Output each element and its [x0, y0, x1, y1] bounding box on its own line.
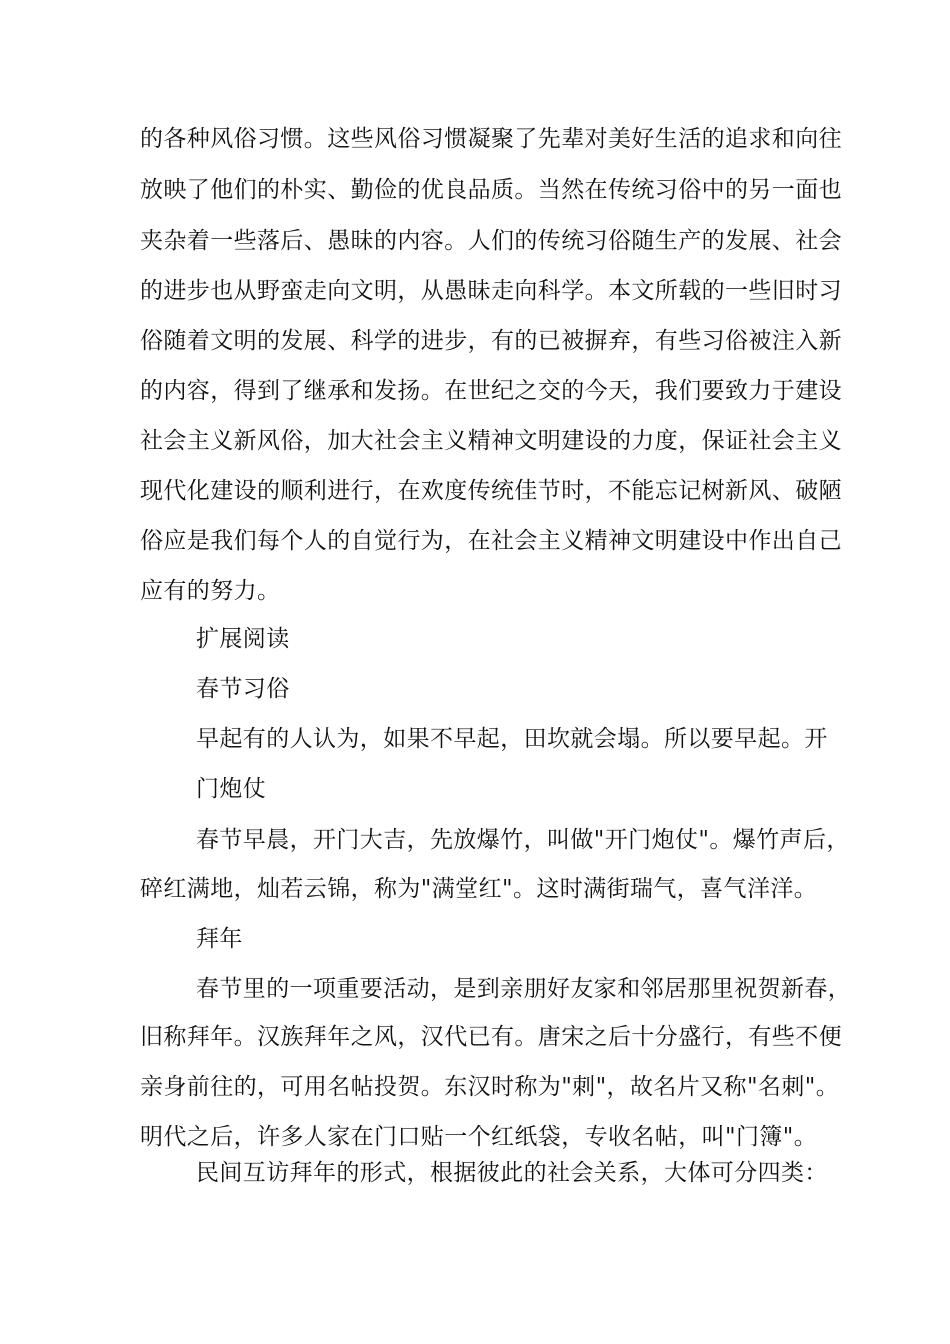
paragraph-line: 应有的努力。: [140, 578, 281, 604]
paragraph-line: 社会主义新风俗，加大社会主义精神文明建设的力度，保证社会主义: [140, 428, 842, 454]
paragraph-line: 俗应是我们每个人的自觉行为，在社会主义精神文明建设中作出自己: [140, 528, 842, 554]
section-heading-new-year-greeting: 拜年: [196, 926, 243, 952]
paragraph-line: 碎红满地，灿若云锦，称为"满堂红"。这时满街瑞气，喜气洋洋。: [140, 876, 818, 902]
section-heading-extended-reading: 扩展阅读: [196, 626, 290, 652]
paragraph-line: 亲身前往的，可用名帖投贺。东汉时称为"刺"，故名片又称"名刺"。: [140, 1074, 840, 1100]
paragraph-line: 明代之后，许多人家在门口贴一个红纸袋，专收名帖，叫"门簿"。: [140, 1124, 818, 1150]
paragraph-line: 春节里的一项重要活动，是到亲朋好友家和邻居那里祝贺新春，: [196, 976, 852, 1002]
section-heading-door-firecrackers: 门炮仗: [196, 776, 267, 802]
paragraph-line: 现代化建设的顺利进行，在欢度传统佳节时，不能忘记树新风、破陋: [140, 478, 842, 504]
paragraph-line: 春节早晨，开门大吉，先放爆竹，叫做"开门炮仗"。爆竹声后，: [196, 827, 850, 853]
paragraph-line: 放映了他们的朴实、勤俭的优良品质。当然在传统习俗中的另一面也: [140, 177, 842, 203]
paragraph-line: 的各种风俗习惯。这些风俗习惯凝聚了先辈对美好生活的追求和向往: [140, 126, 842, 152]
paragraph-line: 夹杂着一些落后、愚昧的内容。人们的传统习俗随生产的发展、社会: [140, 228, 842, 254]
paragraph-line: 俗随着文明的发展、科学的进步，有的已被摒弃，有些习俗被注入新: [140, 328, 842, 354]
paragraph-line: 的进步也从野蛮走向文明，从愚昧走向科学。本文所载的一些旧时习: [140, 278, 842, 304]
paragraph-line: 旧称拜年。汉族拜年之风，汉代已有。唐宋之后十分盛行，有些不便: [140, 1024, 842, 1050]
paragraph-line: 早起有的人认为，如果不早起，田坎就会塌。所以要早起。开: [196, 726, 828, 752]
section-heading-spring-festival-customs: 春节习俗: [196, 676, 290, 702]
paragraph-line: 的内容，得到了继承和发扬。在世纪之交的今天，我们要致力于建设: [140, 378, 842, 404]
paragraph-line: 民间互访拜年的形式，根据彼此的社会关系，大体可分四类：: [196, 1160, 828, 1186]
